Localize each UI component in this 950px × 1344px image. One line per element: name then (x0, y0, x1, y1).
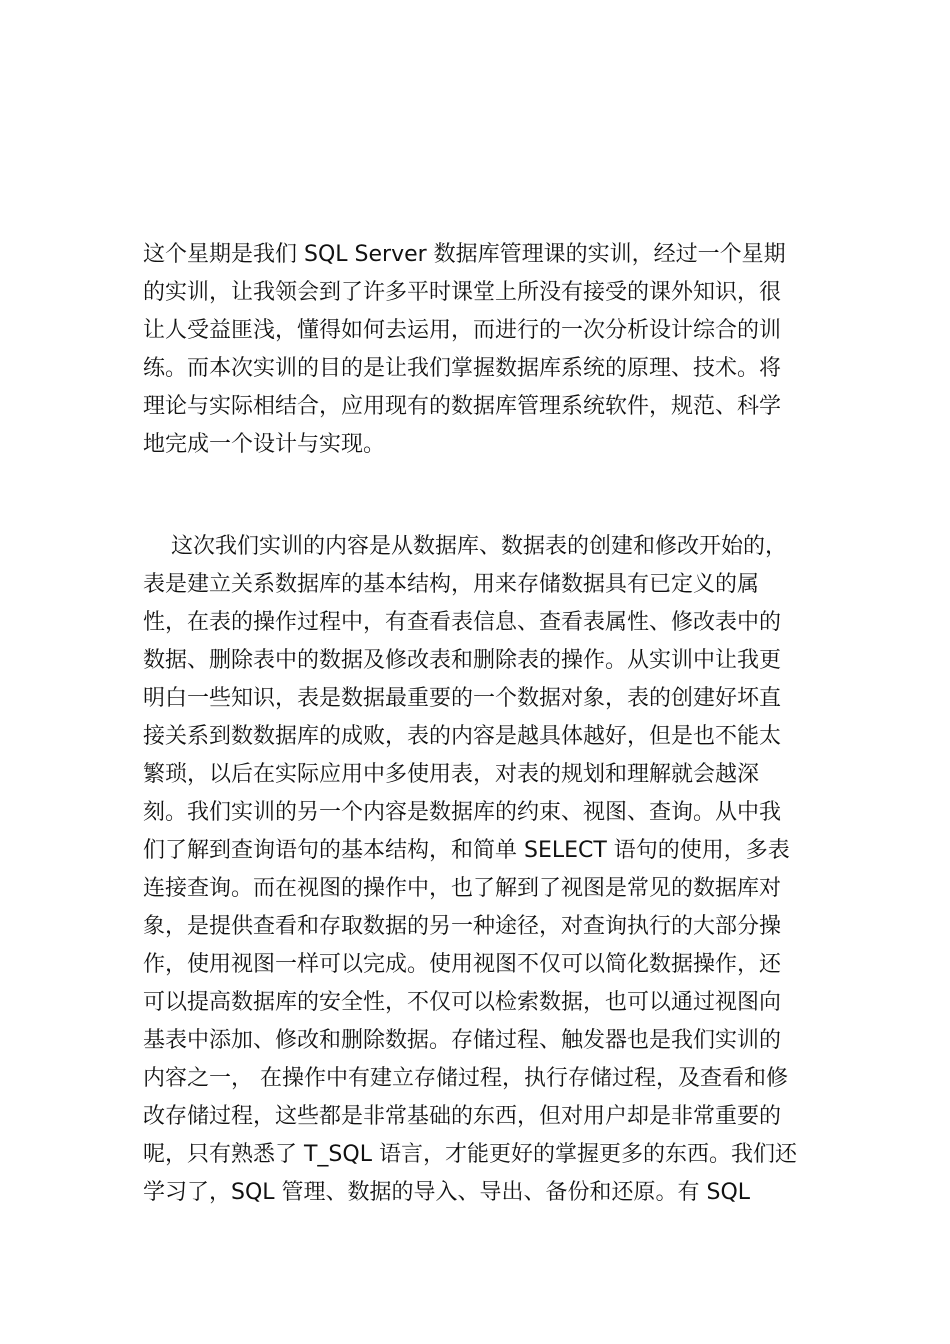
paragraph-line: 可以提高数据库的安全性，不仅可以检索数据，也可以通过视图向 (143, 990, 782, 1015)
paragraph-line: 表是建立关系数据库的基本结构，用来存储数据具有已定义的属 (143, 572, 760, 597)
paragraph-line: 象，是提供查看和存取数据的另一种途径，对查询执行的大部分操 (143, 914, 782, 939)
paragraph-line: 内容之一， 在操作中有建立存储过程，执行存储过程，及查看和修 (143, 1066, 788, 1091)
paragraph-line: 地完成一个设计与实现。 (143, 432, 386, 457)
paragraph-line: 的实训，让我领会到了许多平时课堂上所没有接受的课外知识，很 (143, 280, 782, 305)
paragraph-line: 呢，只有熟悉了 T_SQL 语言，才能更好的掌握更多的东西。我们还 (143, 1142, 797, 1167)
paragraph-line: 这次我们实训的内容是从数据库、数据表的创建和修改开始的， (143, 534, 787, 559)
paragraph-line: 们了解到查询语句的基本结构，和简单 SELECT 语句的使用，多表 (143, 838, 790, 863)
paragraph-line: 连接查询。而在视图的操作中，也了解到了视图是常见的数据库对 (143, 876, 782, 901)
paragraph-line: 学习了，SQL 管理、数据的导入、导出、备份和还原。有 SQL (143, 1180, 751, 1205)
paragraph-line: 繁琐，以后在实际应用中多使用表，对表的规划和理解就会越深 (143, 762, 760, 787)
paragraph-line: 性，在表的操作过程中，有查看表信息、查看表属性、修改表中的 (143, 610, 782, 635)
paragraph-line: 理论与实际相结合，应用现有的数据库管理系统软件，规范、科学 (143, 394, 782, 419)
paragraph-line: 刻。我们实训的另一个内容是数据库的约束、视图、查询。从中我 (143, 800, 782, 825)
paragraph-line: 基表中添加、修改和删除数据。存储过程、触发器也是我们实训的 (143, 1028, 782, 1053)
paragraph-line: 接关系到数数据库的成败，表的内容是越具体越好，但是也不能太 (143, 724, 782, 749)
paragraph-line: 这个星期是我们 SQL Server 数据库管理课的实训，经过一个星期 (143, 242, 786, 267)
paragraph-line: 明白一些知识，表是数据最重要的一个数据对象，表的创建好坏直 (143, 686, 782, 711)
paragraph-line: 让人受益匪浅，懂得如何去运用，而进行的一次分析设计综合的训 (143, 318, 782, 343)
paragraph-line: 改存储过程，这些都是非常基础的东西，但对用户却是非常重要的 (143, 1104, 782, 1129)
paragraph-line: 数据、删除表中的数据及修改表和删除表的操作。从实训中让我更 (143, 648, 782, 673)
paragraph-line: 练。而本次实训的目的是让我们掌握数据库系统的原理、技术。将 (143, 356, 782, 381)
paragraph-line: 作，使用视图一样可以完成。使用视图不仅可以简化数据操作，还 (143, 952, 782, 977)
